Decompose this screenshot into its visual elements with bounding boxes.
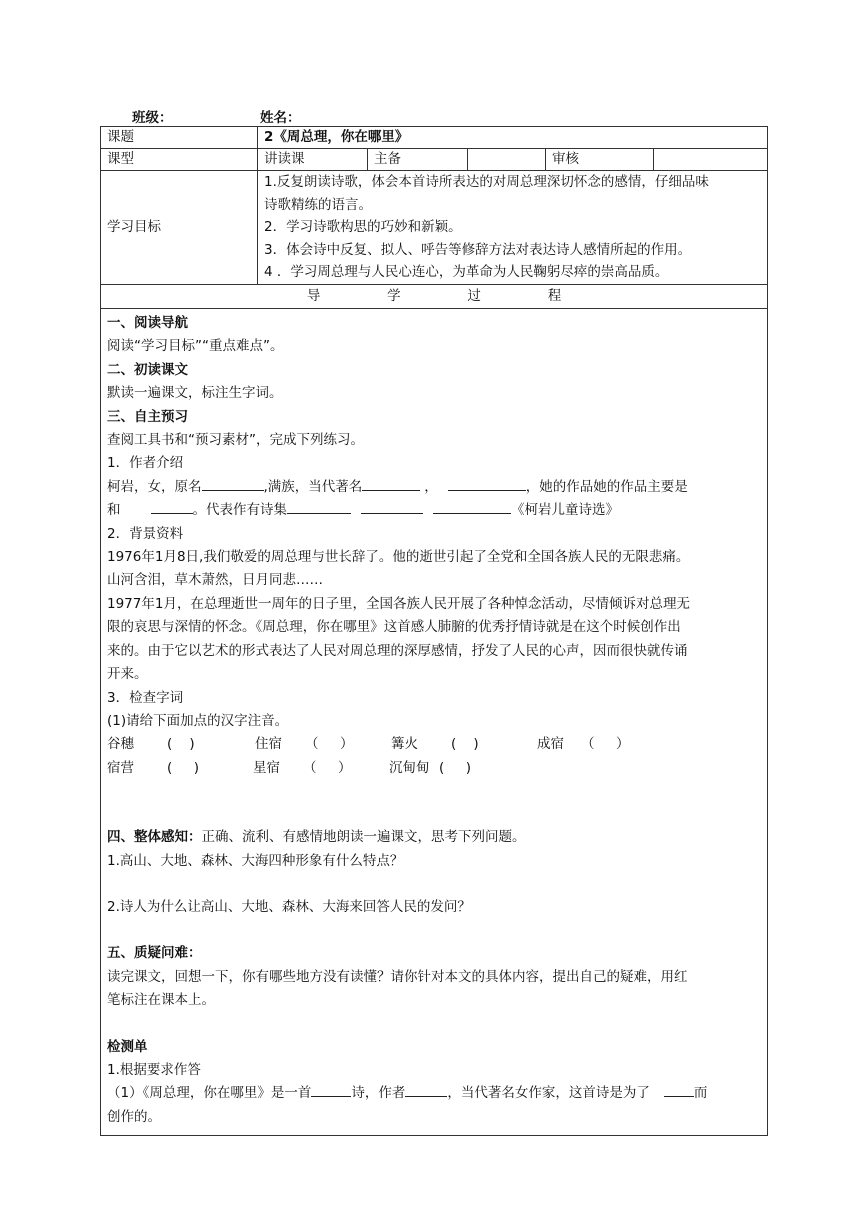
fill-blank[interactable] bbox=[664, 1082, 694, 1097]
section-title: 四、整体感知： bbox=[107, 829, 202, 846]
question: 1.根据要求作答 bbox=[107, 1061, 201, 1078]
text: ， bbox=[424, 478, 438, 495]
word: 住宿 bbox=[255, 736, 282, 753]
fill-blank[interactable] bbox=[448, 476, 526, 491]
section-text: 查阅工具书和“预习素材”，完成下列练习。 bbox=[107, 432, 364, 449]
fill-blank[interactable] bbox=[311, 1082, 351, 1097]
fill-blank[interactable] bbox=[151, 499, 193, 514]
subsection-title: 1．作者介绍 bbox=[107, 455, 184, 472]
type-value: 讲读课 bbox=[258, 149, 368, 171]
author-line-2 bbox=[107, 499, 761, 522]
pinyin-blank[interactable]: ( ) bbox=[439, 759, 471, 776]
paragraph-line: 读完课文，回想一下，你有哪些地方没有读懂？请你针对本文的具体内容，提出自己的疑难，用红 bbox=[107, 968, 688, 985]
word: 沉甸甸 bbox=[389, 759, 430, 776]
text: （1）《周总理，你在哪里》是一首 bbox=[107, 1085, 312, 1102]
fill-blank[interactable] bbox=[202, 476, 264, 491]
fill-blank[interactable] bbox=[405, 1082, 447, 1097]
goal-line: 3．体会诗中反复、拟人、呼告等修辞方法对表达诗人感情所起的作用。 bbox=[264, 241, 692, 258]
paragraph-line: 来的。由于它以艺术的形式表达了人民对周总理的深厚感情，抒发了人民的心声，因而很快就传诵 bbox=[107, 642, 688, 659]
paragraph-line: 笔标注在课本上。 bbox=[107, 992, 215, 1009]
question: 2.诗人为什么让高山、大地、森林、大海来回答人民的发问？ bbox=[107, 898, 471, 915]
main-prep-label: 主备 bbox=[368, 149, 468, 171]
section-text: 默读一遍课文，标注生字词。 bbox=[107, 385, 283, 402]
section-text: 阅读“学习目标”“重点难点”。 bbox=[107, 338, 284, 355]
guide-char: 程 bbox=[547, 288, 562, 304]
guide-char: 学 bbox=[387, 288, 401, 304]
pinyin-blank[interactable]: ( ) bbox=[167, 736, 195, 753]
word: 成宿 bbox=[537, 736, 564, 753]
section-title: 三、自主预习 bbox=[107, 408, 188, 425]
pinyin-blank[interactable]: （ ） bbox=[303, 759, 352, 776]
goal-line: 1.反复朗读诗歌，体会本首诗所表达的对周总理深切怀念的感情，仔细品味 bbox=[264, 174, 709, 191]
text: ,满族，当代著名 bbox=[263, 478, 363, 495]
goals-label: 学习目标 bbox=[101, 171, 258, 285]
word: 星宿 bbox=[253, 759, 280, 776]
paragraph-line: 1977年1月，在总理逝世一周年的日子里，全国各族人民开展了各种悼念活动，尽情倾诉对总理无 bbox=[107, 595, 690, 612]
fill-blank[interactable] bbox=[361, 499, 423, 514]
paragraph-line: 山河含泪，草木萧然，日月同悲…… bbox=[107, 572, 323, 589]
text: 《柯岩儿童诗选》 bbox=[511, 502, 619, 519]
topic-label: 课题 bbox=[101, 127, 258, 149]
type-label: 课型 bbox=[101, 149, 258, 171]
words-row-2 bbox=[107, 757, 761, 780]
instruction: (1)请给下面加点的汉字注音。 bbox=[107, 712, 289, 729]
section-title: 五、质疑问难： bbox=[107, 945, 202, 962]
process-cell bbox=[101, 309, 768, 1136]
goal-line: 诗歌精练的语言。 bbox=[264, 196, 372, 213]
pinyin-blank[interactable]: ( ) bbox=[167, 759, 199, 776]
guide-char: 过 bbox=[467, 288, 481, 304]
topic-value: 2《周总理，你在哪里》 bbox=[258, 127, 768, 149]
guide-char: 导 bbox=[306, 288, 321, 304]
lesson-plan-table bbox=[100, 126, 768, 1136]
paragraph-line: 开来。 bbox=[107, 666, 148, 683]
fill-blank[interactable] bbox=[433, 499, 511, 514]
subsection-title: 3．检查字词 bbox=[107, 689, 184, 706]
word: 宿营 bbox=[107, 759, 134, 776]
section-title: 二、初读课文 bbox=[107, 361, 188, 378]
text: 。代表作有诗集 bbox=[192, 502, 287, 519]
text: ，当代著名女作家，这首诗是为了 bbox=[447, 1085, 650, 1102]
text: 诗，作者 bbox=[351, 1085, 406, 1102]
question: 1.高山、大地、森林、大海四种形象有什么特点？ bbox=[107, 852, 404, 869]
pinyin-blank[interactable]: （ ） bbox=[581, 736, 630, 753]
main-prep-value bbox=[468, 149, 546, 171]
fill-blank[interactable] bbox=[287, 499, 351, 514]
words-row-1 bbox=[107, 733, 761, 756]
section-text: 正确、流利、有感情地朗读一遍课文，思考下列问题。 bbox=[201, 829, 526, 846]
word: 谷穗 bbox=[107, 736, 134, 753]
paragraph-line: 限的哀思与深情的怀念。《周总理，你在哪里》这首感人肺腑的优秀抒情诗就是在这个时候创作出 bbox=[107, 619, 681, 636]
goal-line: 4 ．学习周总理与人民心连心，为革命为人民鞠躬尽瘁的崇高品质。 bbox=[264, 264, 669, 281]
pinyin-blank[interactable]: （ ） bbox=[305, 736, 354, 753]
pinyin-blank[interactable]: ( ) bbox=[451, 736, 479, 753]
fill-blank[interactable] bbox=[362, 476, 420, 491]
text: 而 bbox=[693, 1085, 708, 1102]
word: 篝火 bbox=[391, 736, 418, 753]
guide-process-heading bbox=[101, 285, 768, 309]
class-label: 班级： bbox=[132, 110, 173, 126]
goal-line: 2．学习诗歌构思的巧妙和新颖。 bbox=[264, 219, 462, 236]
author-line-1 bbox=[107, 476, 761, 499]
section-title: 一、阅读导航 bbox=[107, 315, 188, 331]
subsection-title: 2．背景资料 bbox=[107, 525, 184, 542]
paragraph-line: 1976年1月8日,我们敬爱的周总理与世长辞了。他的逝世引起了全党和全国各族人民的无限悲痛。 bbox=[107, 549, 690, 566]
paragraph-line: 创作的。 bbox=[107, 1108, 161, 1125]
review-value bbox=[654, 149, 768, 171]
section-4 bbox=[107, 826, 761, 849]
text: 柯岩，女，原名 bbox=[107, 478, 202, 495]
goals-cell bbox=[258, 171, 768, 285]
check-line-1 bbox=[107, 1082, 761, 1105]
name-label: 姓名： bbox=[260, 110, 301, 126]
text: 和 bbox=[107, 502, 121, 519]
text: ，她的作品她的作品主要是 bbox=[525, 478, 688, 495]
review-label: 审核 bbox=[546, 149, 654, 171]
section-title: 检测单 bbox=[107, 1038, 148, 1055]
